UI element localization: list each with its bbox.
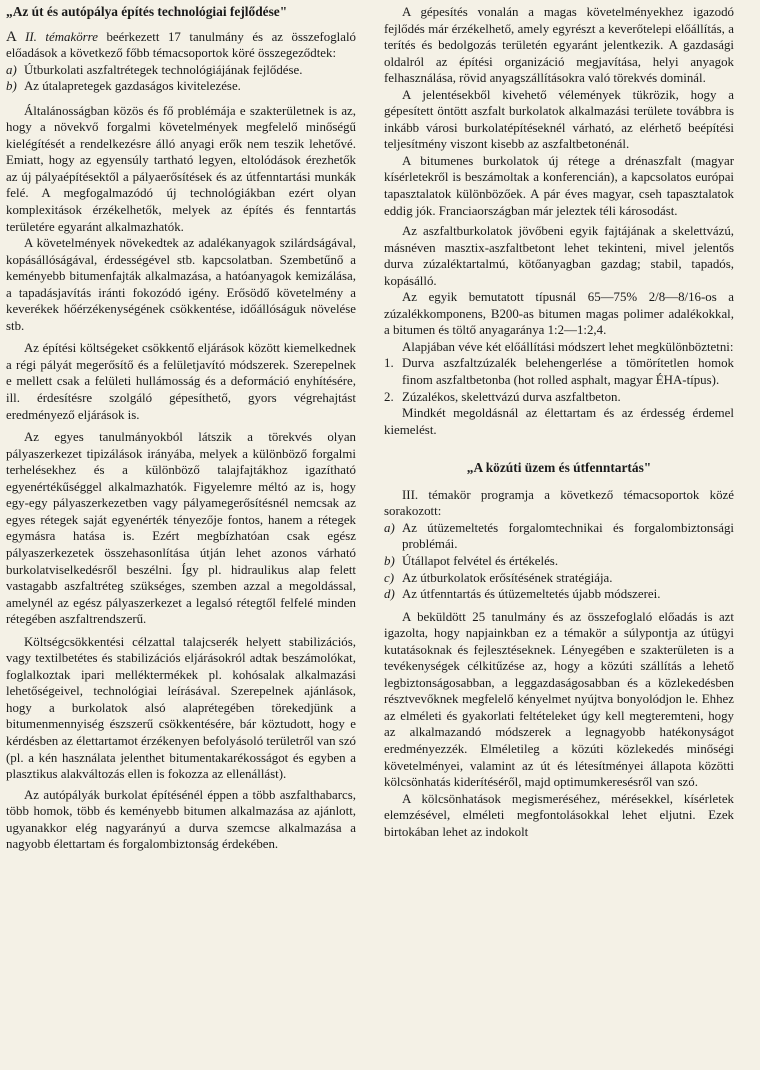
list-marker: a) bbox=[384, 520, 395, 535]
body-paragraph: Az aszfaltburkolatok jövőbeni egyik fajtájának a skelettvázú, másnéven masztix-aszfaltbetont lehet tekinteni, mivel jelentős durva zúzaléktartalmú, kötőanyagban gazdag; stabil, tapadós, kopásálló. bbox=[384, 224, 734, 288]
body-paragraph: Mindkét megoldásnál az élettartam és az érdesség érdemel kiemelést. bbox=[384, 406, 734, 437]
right-column bbox=[384, 4, 734, 1070]
list-marker: c) bbox=[384, 570, 395, 585]
list-item-text: Az útüzemeltetés forgalomtechnikai és forgalombiztonsági problémái. bbox=[402, 520, 734, 552]
list-item-text: Az útfenntartás és útüzemeltetés újabb módszerei. bbox=[402, 587, 661, 602]
list-item bbox=[384, 586, 734, 603]
section-title-road-operation: „A közúti üzem és útfenntartás" bbox=[466, 460, 652, 476]
list-item-text: Az útburkolatok erősítésének stratégiája. bbox=[402, 570, 613, 585]
body-paragraph: A gépesítés vonalán a magas követelményekhez igazodó fejlődés már érzékelhető, amely egyrészt a keverőtelepi előállítás, a terítés és bedolgozás területén egyaránt jelentkezik. A gazdasági oldalról az építési organizáció megjavítása, helyi anyagok felhasználása, rövid anyagszállításokra való törekvés dominál. bbox=[384, 5, 734, 86]
intro-paragraph: III. témakör programja a következő témacsoportok közé sorakozott: bbox=[384, 487, 734, 519]
list-marker: 2. bbox=[384, 389, 394, 404]
body-paragraph: Költségcsökkentési célzattal talajcserék helyett stabilizációs, vagy textilbetétes és stabilizációs eljárásokról adtak beszámolókat, foglalkoztak ipari melléktermékek pl. kohósalak alkalmazási lehetőségeivel, technológiai leírásával. Szerepelnek ajánlások, hogy a burkolatok alsó alaprétegében törekedjünk a bitumenmennyiség észszerű csökkentésére, bár köztudott, hogy e kérdésben az élettartamot érzékenyen befolyásoló területről van szó (pl. a kén használata jelenthet bitumentakarékosságot és egyben a plasztikus alakváltozás ellen is fokozza az ellenállást). bbox=[6, 634, 356, 782]
list-item bbox=[384, 553, 734, 570]
list-marker: 1. bbox=[384, 356, 394, 371]
body-paragraph: A beküldött 25 tanulmány és az összefoglaló előadás is azt igazolta, hogy napjainkban ez a témakör a súlypontja az útügyi kutatásoknak és fejlesztéseknek. Lényegében e szakterületen is a tevékenységek célkitűzése az, hogy a közúti szállítás a lehető legbiztonságosabban, a leggazdaságosabban és a közlekedésben résztvevőknek megfelelő kényelmet nyújtva bonyolódjon le. Ehhez az elméleti és gyakorlati feltételeket úgy kell megteremteni, hogy az alkalmazandó módszerek a legnagyobb hatékonyságot eredményezzék. Elméletileg a közúti közlekedés minőségi követelményei, valamint az út és létesítményei állapota közötti kölcsönhatás kiderítéséről, majd optimumkeresésről van szó. bbox=[384, 609, 734, 790]
list-item-text: Durva aszfaltzúzalék belehengerlése a tömörítetlen homok finom aszfaltbetonba (hot rolled asphalt, magyar ÉHA-típus). bbox=[402, 356, 734, 388]
body-paragraph: Alapjában véve két előállítási módszert lehet megkülönböztetni: bbox=[402, 339, 734, 354]
body-paragraph: Az egyes tanulmányokból látszik a törekvés olyan pályaszerkezet tipizálások irányába, melyek a különböző forgalmi terhelésekhez és a különböző talajfajtákhoz igazítható egyenértékűséggel alkalmazhatók. Figyelemre méltó az is, hogy egy-egy pályaszerkezetben vagy pályamegerősítésnél nemcsak az egyes rétegek saját egyenérték tényezője fontos, hanem a rétegek egymásra hatása is. Ezért megbízhatóan csak egész pályaszerkezetek összehasonlítása útján lehet azonos várható burkolatviselkedésről beszélni. Így pl. hidraulikus alap felett vastagabb aszfaltréteg szükséges, szemben azzal a megoldással, amelynél az egész pályaszerkezet a legalsó rétegtől felfelé minden rétegében aszfaltrendszerű. bbox=[6, 430, 356, 627]
body-paragraph: A jelentésekből kivehető vélemények tükrözik, hogy a gépesített öntött aszfalt burkolatok alkalmazási területe továbbra is inkább városi burkolatépítéseknél várható, az elérhető beépítési teljesítmény viszont kisebb az aszfaltbetonénál. bbox=[384, 87, 734, 152]
list-marker: b) bbox=[384, 553, 395, 568]
list-item bbox=[384, 570, 734, 587]
body-paragraph: Az építési költségeket csökkentő eljárások között kiemelkednek a régi pályát megerősítő és a felületjavító módszerek. Szerepelnek e mellett csak a felületi hullámosság és a deformáció enyhítésére, ill. érdesítésre szolgáló gépesíthető, gyors végrehajtást eredményező eljárások is. bbox=[6, 341, 356, 422]
left-column bbox=[6, 4, 356, 1070]
list-marker: a) bbox=[6, 62, 17, 77]
body-paragraph: Az autópályák burkolat építésénél éppen a több aszfalthabarcs, több homok, több és keményebb bitumen alkalmazása az ajánlott, ugyanakkor elég nagyarányú a durva szemcse alkalmazása a nagyobb élettartam és forgalombiztonság érdekében. bbox=[6, 787, 356, 852]
list-item bbox=[384, 355, 734, 388]
list-marker: d) bbox=[384, 587, 395, 602]
list-item-text: Útállapot felvétel és értékelés. bbox=[402, 553, 559, 568]
list-item-text: Az útalapretegek gazdaságos kivitelezése. bbox=[24, 79, 241, 94]
intro-paragraph bbox=[6, 29, 356, 62]
list-item bbox=[6, 78, 356, 95]
list-marker: b) bbox=[6, 79, 17, 94]
intro-initial: A bbox=[6, 28, 26, 45]
method-list bbox=[384, 355, 734, 405]
section-title-road-construction: „Az út és autópálya építés technológiai fejlődése" bbox=[6, 4, 288, 19]
body-paragraph: A kölcsönhatások megismeréséhez, mérésekkel, kísérletek elemzésével, elméleti megfontolásokkal lehet eljutni. Ezek birtokában lehet az indokolt bbox=[384, 791, 734, 839]
body-paragraph: Általánosságban közös és fő problémája e szakterületnek is az, hogy a növekvő forgalmi követelmények megfelelő minőségű kielégítését a rendelkezésre álló anyagi erők nem teszik lehetővé. Emiatt, hogy az egyensúly tartható legyen, eltolódások érezhetők az új pályaépítésektől a pályaerősítések és az útfenntartási munkák felé. A megfogalmazódó új technológiákban ezért olyan komplexitások érzékelhetők, melyek az építés és fenntartás területére egyaránt alkalmazhatók. bbox=[6, 103, 356, 234]
list-item bbox=[384, 389, 734, 406]
body-paragraph: A követelmények növekedtek az adalékanyagok szilárdságával, kopásállóságával, érdességével stb. kapcsolatban. Szembetűnő a keményebb bitumenfajták alkalmazása, a hatóanyagok kemizálása, a tapadásjavítás iránti fokozódó igény. Erősödő követelmény a keverékek hőérzékenységének csökkentése, időállóságuk növelése stb. bbox=[6, 236, 356, 333]
list-item-text: Útburkolati aszfaltrétegek technológiájának fejlődése. bbox=[24, 62, 303, 77]
topic-list bbox=[6, 62, 356, 95]
intro-text: beérkezett 17 tanulmány és az összefoglaló előadások a következő főbb témacsoportok köré összegeződtek: bbox=[6, 29, 356, 61]
intro-topic-ref: II. témakörre bbox=[25, 29, 98, 44]
list-item bbox=[6, 62, 356, 79]
list-item bbox=[384, 520, 734, 553]
topic-list bbox=[384, 520, 734, 603]
body-paragraph: A bitumenes burkolatok új rétege a drénaszfalt (magyar kísérletekről is beszámoltak a konferencián), a kapcsolatos európai tapasztalatok különbözőek. A pár éves magyar, cseh tapasztalatok eddig jók. Franciaországban már jeleztek téli károsodást. bbox=[384, 153, 734, 218]
body-paragraph: Az egyik bemutatott típusnál 65—75% 2/8—8/16-os a zúzalékkomponens, B200-as bitumen magas polimer adalékokkal, a bitumen és töltő anyagaránya 1:2—1:2,4. bbox=[384, 290, 734, 338]
list-item-text: Zúzalékos, skelettvázú durva aszfaltbeton. bbox=[402, 389, 621, 404]
